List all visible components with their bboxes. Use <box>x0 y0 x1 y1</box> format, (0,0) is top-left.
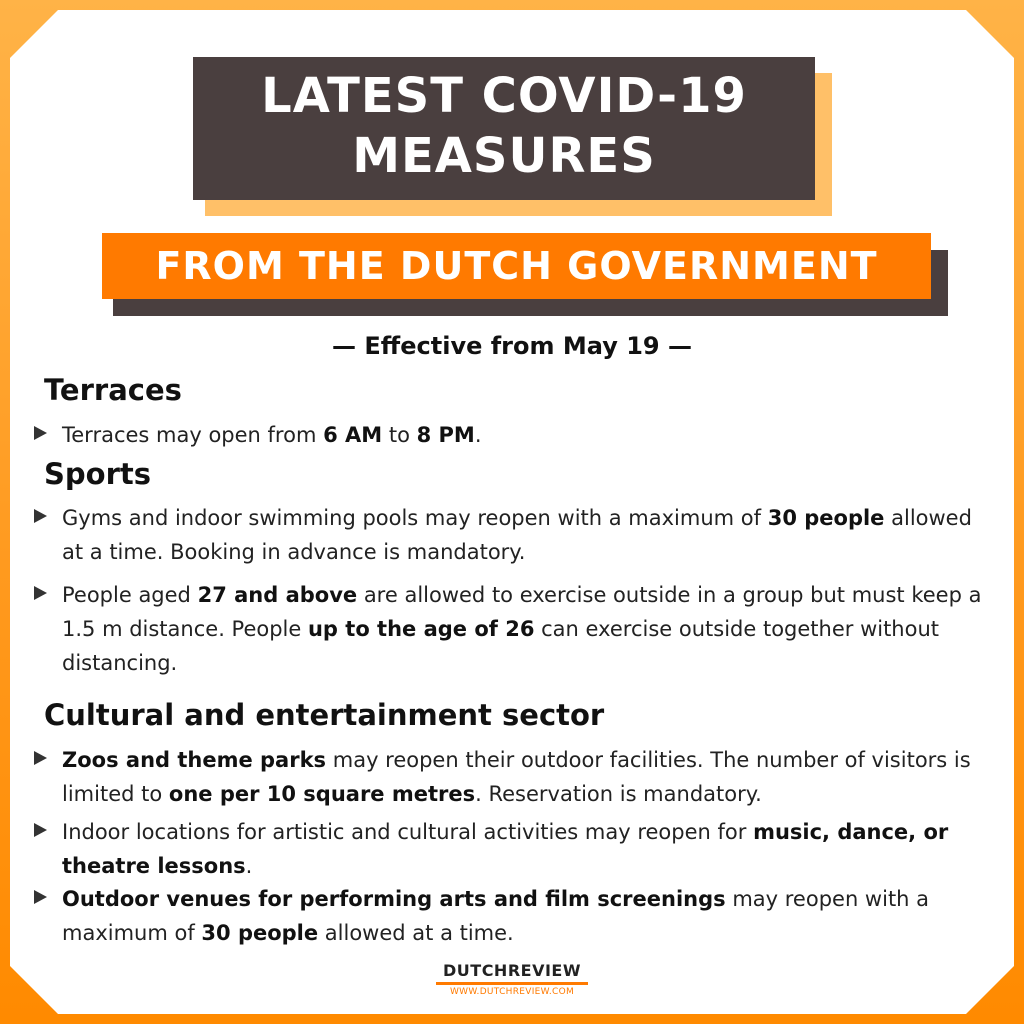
triangle-right-icon <box>34 890 47 904</box>
text-run: Terraces may open from <box>62 423 324 447</box>
text-run: can exercise outside together without distancing. <box>62 617 940 675</box>
section-heading-terraces: Terraces <box>44 373 182 407</box>
bold-text: up to the age of 26 <box>307 617 535 641</box>
title-line-1: LATEST COVID-19 <box>261 68 747 124</box>
logo-name: DUTCHREVIEW <box>436 961 588 985</box>
text-run: . <box>474 423 482 447</box>
list-item <box>34 418 994 452</box>
bold-text: Outdoor venues for performing arts and film screenings <box>62 887 726 911</box>
subtitle-banner: FROM THE DUTCH GOVERNMENT <box>102 233 931 299</box>
text-run: allowed at a time. <box>318 921 514 945</box>
bold-text: music, dance, or theatre lessons <box>62 820 949 878</box>
logo-url: WWW.DUTCHREVIEW.COM <box>449 987 575 997</box>
text-run: Gyms and indoor swimming pools may reopen with a maximum of <box>62 506 768 530</box>
section-heading-cultural: Cultural and entertainment sector <box>44 698 605 732</box>
text-run: may reopen their outdoor facilities. The number of visitors is limited to <box>62 748 971 806</box>
triangle-right-icon <box>34 823 47 837</box>
text-run: allowed at a time. Booking in advance is mandatory. <box>62 506 972 564</box>
effective-date: — Effective from May 19 — <box>332 332 692 360</box>
list-item-text <box>62 882 994 950</box>
list-item-text <box>62 418 994 452</box>
text-run: are allowed to exercise outside in a group but must keep a 1.5 m distance. People <box>62 583 982 641</box>
list-item <box>34 815 994 883</box>
page-title <box>193 57 815 200</box>
list-item-text <box>62 501 994 569</box>
list-item <box>34 501 994 569</box>
bold-text: 6 AM <box>323 423 383 447</box>
text-run: . <box>245 854 253 878</box>
list-item <box>34 578 994 680</box>
bold-text: Zoos and theme parks <box>62 748 327 772</box>
bold-text: one per 10 square metres <box>168 782 476 806</box>
list-item-text <box>62 815 994 883</box>
text-run: People aged <box>62 583 198 607</box>
text-run: . Reservation is mandatory. <box>475 782 762 806</box>
dutchreview-logo[interactable] <box>436 961 588 999</box>
list-item-text <box>62 743 994 811</box>
triangle-right-icon <box>34 751 47 765</box>
title-line-2: MEASURES <box>352 128 656 184</box>
triangle-right-icon <box>34 426 47 440</box>
list-item-text <box>62 578 994 680</box>
text-run: to <box>382 423 417 447</box>
bold-text: 8 PM <box>416 423 475 447</box>
section-heading-sports: Sports <box>44 457 151 491</box>
text-run: Indoor locations for artistic and cultural activities may reopen for <box>62 820 754 844</box>
list-item <box>34 743 994 811</box>
list-item <box>34 882 994 950</box>
bold-text: 27 and above <box>197 583 358 607</box>
bold-text: 30 people <box>201 921 319 945</box>
triangle-right-icon <box>34 586 47 600</box>
bold-text: 30 people <box>767 506 885 530</box>
text-run: may reopen with a maximum of <box>62 887 930 945</box>
triangle-right-icon <box>34 509 47 523</box>
